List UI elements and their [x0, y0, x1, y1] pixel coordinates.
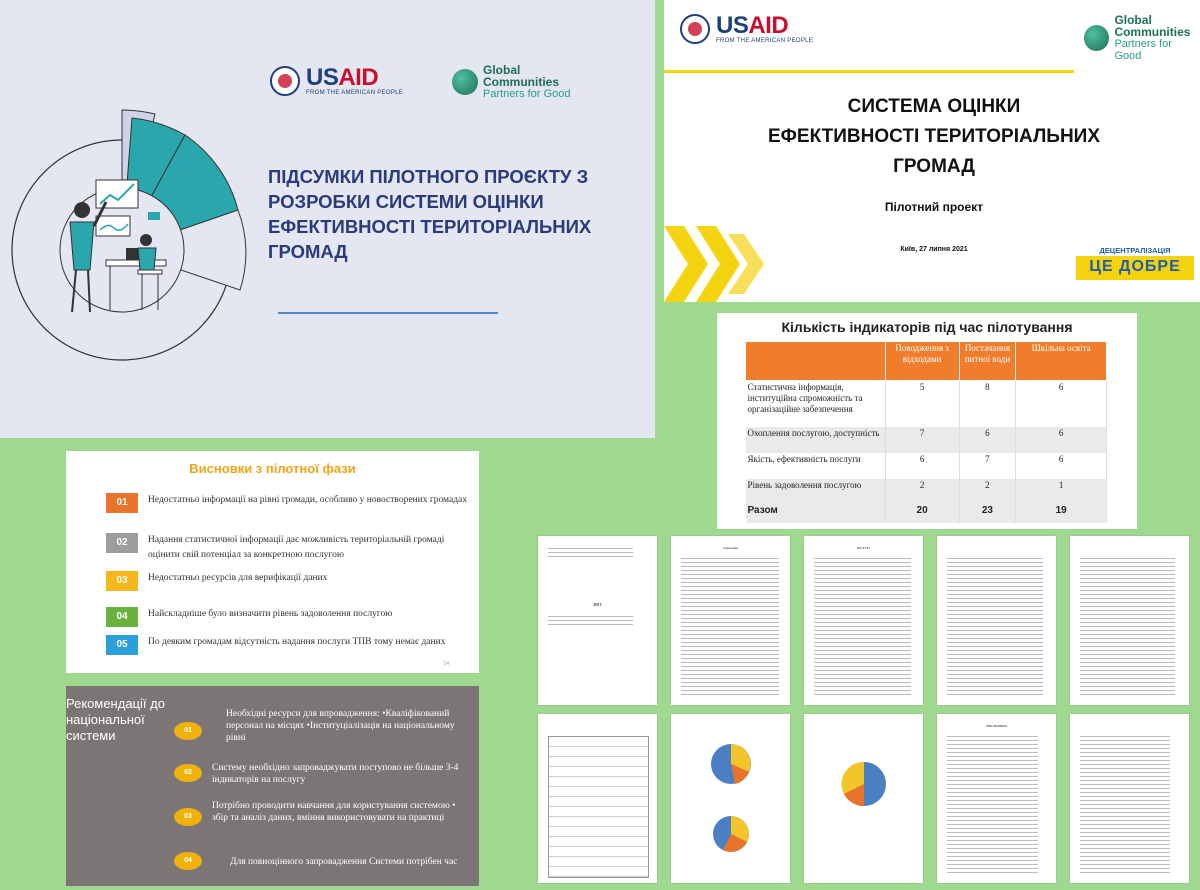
title-line-2: ЕФЕКТИВНОСТІ ТЕРИТОРІАЛЬНИХ	[768, 126, 1100, 147]
pie-chart-thumbnail	[701, 734, 761, 864]
recommendations-slide	[66, 686, 479, 886]
conclusion-text: Недостатньо інформації на рівні громади, особливо у новостворених громадах	[148, 495, 468, 505]
recommendation-text: Потрібно проводити навчання для користування системою • збір та аналіз даних, вміння використовувати на практиці	[212, 801, 456, 823]
table-row	[746, 381, 1107, 427]
usaid-tagline: FROM THE AMERICAN PEOPLE	[306, 90, 404, 96]
table-title: Кількість індикаторів під час пілотування	[781, 319, 1073, 335]
total-cell: 20	[885, 501, 959, 523]
report-page	[937, 536, 1056, 705]
cell: 6	[1016, 453, 1107, 479]
header-cell: Шкільна освіта	[1016, 342, 1107, 381]
yellow-rule	[664, 70, 1074, 73]
usaid-seal-icon	[270, 66, 300, 96]
slide1-title: ПІДСУМКИ ПІЛОТНОГО ПРОЄКТУ З РОЗРОБКИ СИСТЕМИ ОЦІНКИ ЕФЕКТИВНОСТІ ТЕРИТОРІАЛЬНИХ ГРОМАД	[268, 166, 592, 262]
decentralization-logo	[1076, 246, 1194, 280]
slide2-subtitle: Пілотний проект	[884, 200, 984, 214]
slide2-title	[754, 92, 1114, 182]
number-badge: 03	[174, 808, 202, 826]
cell: 7	[959, 453, 1016, 479]
total-label: Разом	[746, 501, 886, 523]
usaid-wordmark: USAID	[716, 12, 789, 39]
global-communities-logo	[1084, 14, 1200, 62]
table-total-row	[746, 501, 1107, 523]
conclusions-title: Висновки з пілотної фази	[189, 461, 356, 476]
cell: 1	[1016, 479, 1107, 501]
pie-chart-thumbnail	[834, 734, 894, 864]
conclusion-item	[106, 493, 468, 513]
report-page	[804, 536, 923, 705]
page-heading: ВИСНОВКИ	[986, 724, 1007, 728]
cell: 2	[885, 479, 959, 501]
page-heading: Анотація	[723, 546, 738, 550]
header-cell	[746, 342, 886, 381]
table-row	[746, 427, 1107, 453]
title-line-3: ГРОМАД	[893, 156, 975, 177]
decentr-top: ДЕЦЕНТРАЛІЗАЦІЯ	[1076, 246, 1194, 256]
cell: 7	[885, 427, 959, 453]
recommendation-text: Для повноцінного запровадження Системи потрібен час	[230, 857, 458, 867]
conclusion-text: Надання статистичної інформації дає можливість територіальній громаді оцінити свій потенціал за конкретною послугою	[148, 535, 445, 560]
report-cover-title: ЗВІТ	[592, 602, 602, 607]
report-pages	[538, 536, 1192, 886]
cover-slide	[664, 0, 1200, 302]
conclusion-text: По деяким громадам відсутність надання послуги ТПВ тому немає даних	[148, 637, 446, 647]
gc-name-1: Global	[483, 63, 521, 77]
report-page	[1070, 536, 1189, 705]
gc-name-2: Communities	[483, 75, 560, 89]
page-number: 14	[443, 661, 449, 667]
number-badge: 04	[106, 607, 138, 627]
number-badge: 04	[174, 852, 202, 870]
globe-icon	[452, 69, 478, 95]
number-badge: 03	[106, 571, 138, 591]
conclusion-item	[106, 635, 468, 655]
conclusion-item	[106, 607, 468, 627]
row-label: Якість, ефективність послуги	[746, 453, 886, 479]
conclusion-text: Найскладніше було визначити рівень задоволення послугою	[148, 609, 393, 619]
gc-tagline: Partners for Good	[483, 88, 571, 100]
cell: 8	[959, 381, 1016, 427]
cell: 2	[959, 479, 1016, 501]
page-heading: ВСТУП	[857, 546, 870, 550]
indicators-table	[745, 341, 1107, 523]
title-line-1: СИСТЕМА ОЦІНКИ	[847, 96, 1021, 117]
total-cell: 23	[959, 501, 1016, 523]
gc-tagline: Partners for Good	[1114, 38, 1172, 62]
number-badge: 02	[106, 533, 138, 553]
cell: 6	[959, 427, 1016, 453]
report-page	[937, 714, 1056, 883]
table-thumbnail	[548, 736, 649, 878]
total-cell: 19	[1016, 501, 1107, 523]
cell: 6	[1016, 427, 1107, 453]
recommendation-text: Необхідні ресурси для впровадження: •Кваліфікований персонал на місцях •Інституціалізація на національному рівні	[226, 709, 455, 743]
infographic-illustration	[10, 100, 260, 400]
slide2-date: Київ, 27 липня 2021	[900, 246, 968, 253]
row-label: Охоплення послугою, доступність	[746, 427, 886, 453]
globe-icon	[1084, 25, 1109, 51]
header-cell: Постачання питної води	[959, 342, 1016, 381]
report-page	[538, 536, 657, 705]
gc-name-2: Communities	[1114, 25, 1191, 39]
table-row	[746, 479, 1107, 501]
usaid-logo	[680, 14, 813, 44]
report-page	[538, 714, 657, 883]
chevron-arrows-icon	[664, 226, 774, 302]
cell: 5	[885, 381, 959, 427]
row-label: Статистична інформація, інституційна спроможність та організаційне забезпечення	[746, 381, 886, 427]
report-page	[1070, 714, 1189, 883]
title-slide	[0, 0, 655, 438]
global-communities-logo	[452, 64, 570, 100]
usaid-logo	[270, 66, 403, 96]
number-badge: 01	[106, 493, 138, 513]
conclusions-slide	[66, 451, 479, 673]
recommendations-title: Рекомендації до національної системи	[66, 696, 165, 743]
usaid-tagline: FROM THE AMERICAN PEOPLE	[716, 38, 814, 44]
conclusion-item	[106, 571, 468, 591]
cell: 6	[885, 453, 959, 479]
conclusion-item	[106, 533, 468, 563]
number-badge: 01	[174, 722, 202, 740]
usaid-seal-icon	[680, 14, 710, 44]
usaid-wordmark: USAID	[306, 64, 379, 91]
number-badge: 02	[174, 764, 202, 782]
report-page	[671, 714, 790, 883]
divider	[278, 312, 498, 314]
recommendation-text: Систему необхідно запроваджувати поступово не більше 3-4 індикаторів на послугу	[212, 763, 459, 785]
cell: 6	[1016, 381, 1107, 427]
header-cell: Поводження з відходами	[885, 342, 959, 381]
report-page	[671, 536, 790, 705]
decentr-bottom: ЦЕ ДОБРЕ	[1089, 258, 1181, 275]
number-badge: 05	[106, 635, 138, 655]
table-row	[746, 453, 1107, 479]
gc-name-1: Global	[1114, 13, 1152, 27]
report-page	[804, 714, 923, 883]
table-header-row	[746, 342, 1107, 381]
row-label: Рівень задоволення послугою	[746, 479, 886, 501]
conclusion-text: Недостатньо ресурсів для верифікації даних	[148, 573, 328, 583]
indicators-table-slide	[717, 313, 1137, 529]
